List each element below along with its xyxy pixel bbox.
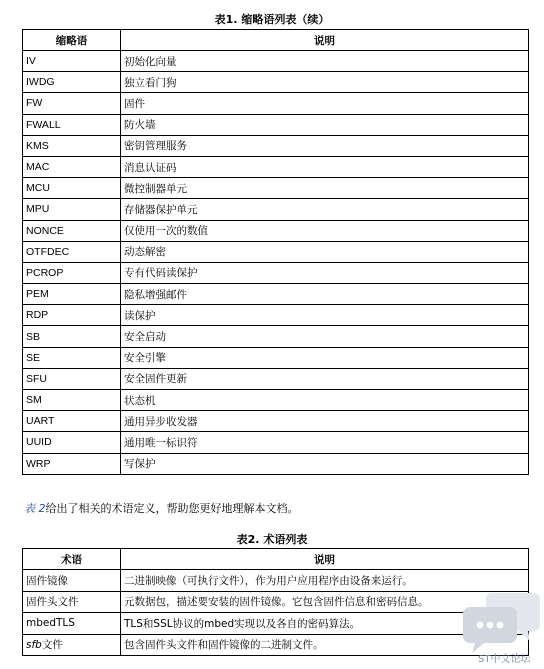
table-row	[23, 368, 529, 389]
table-header-row	[23, 30, 529, 51]
abbreviation-cell: WRP	[23, 453, 121, 474]
table-row	[23, 51, 529, 72]
table-row	[23, 178, 529, 199]
description-cell: 消息认证码	[121, 156, 529, 177]
table-row	[23, 591, 529, 613]
table-header-row	[23, 549, 529, 570]
abbreviation-cell: NONCE	[23, 220, 121, 241]
description-cell: 状态机	[121, 390, 529, 411]
description-cell: 独立看门狗	[121, 72, 529, 93]
abbreviation-cell: UART	[23, 411, 121, 432]
description-cell: 专有代码读保护	[121, 262, 529, 283]
description-cell: 固件	[121, 93, 529, 114]
column-header-description: 说明	[121, 30, 529, 51]
table2-caption: 表2. 术语列表	[236, 533, 308, 546]
description-cell: TLS和SSL协议的mbed实现以及各自的密码算法。	[121, 613, 529, 635]
description-cell: 元数据包，描述要安装的固件镜像。它包含固件信息和密码信息。	[121, 591, 529, 613]
abbreviation-cell: SM	[23, 390, 121, 411]
term-cell: mbedTLS	[23, 613, 121, 635]
abbreviation-cell: FWALL	[23, 114, 121, 135]
abbreviation-cell: KMS	[23, 135, 121, 156]
description-cell: 二进制映像（可执行文件），作为用户应用程序由设备来运行。	[121, 570, 529, 592]
table-row	[23, 570, 529, 592]
abbreviation-cell: RDP	[23, 305, 121, 326]
description-cell: 安全启动	[121, 326, 529, 347]
description-cell: 通用唯一标识符	[121, 432, 529, 453]
abbreviation-cell: PEM	[23, 284, 121, 305]
term-cell	[23, 634, 121, 656]
description-cell: 写保护	[121, 453, 529, 474]
abbreviation-cell: PCROP	[23, 262, 121, 283]
description-cell: 初始化向量	[121, 51, 529, 72]
abbreviation-cell: SB	[23, 326, 121, 347]
watermark-text: ST中文论坛	[478, 654, 531, 665]
abbreviation-cell: UUID	[23, 432, 121, 453]
abbreviation-cell: IV	[23, 51, 121, 72]
table-row	[23, 613, 529, 635]
description-cell: 防火墙	[121, 114, 529, 135]
abbreviation-cell: MPU	[23, 199, 121, 220]
abbreviation-cell: MAC	[23, 156, 121, 177]
table-row	[23, 411, 529, 432]
description-cell: 安全固件更新	[121, 368, 529, 389]
column-header-abbreviation: 缩略语	[23, 30, 121, 51]
description-cell: 动态解密	[121, 241, 529, 262]
intro-text: 给出了相关的术语定义，帮助您更好地理解本文档。	[45, 502, 299, 515]
term-cell: 固件镜像	[23, 570, 121, 592]
description-cell: 仅使用一次的数值	[121, 220, 529, 241]
description-cell: 微控制器单元	[121, 178, 529, 199]
table-row	[23, 156, 529, 177]
term-italic-part: sfb	[26, 639, 42, 652]
description-cell: 读保护	[121, 305, 529, 326]
table2-reference-link[interactable]: 表 2	[24, 502, 46, 515]
description-cell: 密钥管理服务	[121, 135, 529, 156]
abbreviation-cell: SFU	[23, 368, 121, 389]
table-row	[23, 199, 529, 220]
table-row	[23, 390, 529, 411]
intro-paragraph	[24, 500, 299, 516]
abbreviation-table	[22, 29, 529, 475]
table-row	[23, 453, 529, 474]
column-header-description: 说明	[121, 549, 529, 570]
description-cell: 存储器保护单元	[121, 199, 529, 220]
description-cell: 隐私增强邮件	[121, 284, 529, 305]
table-row	[23, 305, 529, 326]
table-row	[23, 135, 529, 156]
table-row	[23, 432, 529, 453]
table-row	[23, 284, 529, 305]
abbreviation-cell: OTFDEC	[23, 241, 121, 262]
abbreviation-cell: FW	[23, 93, 121, 114]
term-rest-part: 文件	[41, 639, 63, 652]
term-cell: 固件头文件	[23, 591, 121, 613]
table1-caption: 表1. 缩略语列表（续）	[214, 13, 330, 26]
description-cell: 包含固件头文件和固件镜像的二进制文件。	[121, 634, 529, 656]
abbreviation-cell: MCU	[23, 178, 121, 199]
description-cell: 通用异步收发器	[121, 411, 529, 432]
terms-table	[22, 548, 529, 656]
abbreviation-cell: SE	[23, 347, 121, 368]
table-row	[23, 634, 529, 656]
table-row	[23, 114, 529, 135]
table-row	[23, 93, 529, 114]
description-cell: 安全引擎	[121, 347, 529, 368]
table-row	[23, 220, 529, 241]
table-row	[23, 262, 529, 283]
column-header-term: 术语	[23, 549, 121, 570]
table-row	[23, 347, 529, 368]
table-row	[23, 241, 529, 262]
table-row	[23, 326, 529, 347]
table-row	[23, 72, 529, 93]
abbreviation-cell: IWDG	[23, 72, 121, 93]
